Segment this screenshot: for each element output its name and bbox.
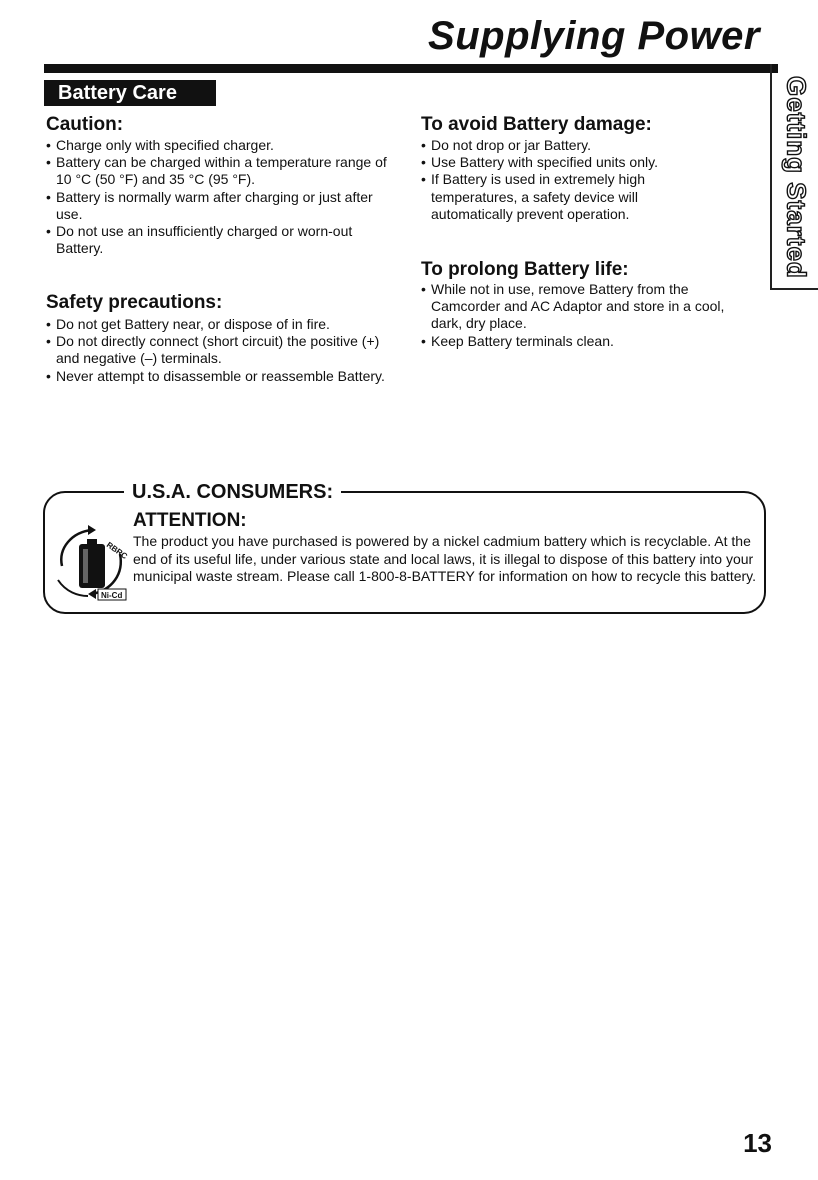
list-item: • Do not drop or jar Battery.: [421, 137, 721, 154]
attention-heading: ATTENTION:: [133, 510, 247, 531]
prolong-life-heading: To prolong Battery life:: [421, 259, 629, 280]
list-item: • Battery can be charged within a temperature range of 10 °C (50 °F) and 35 °C (95 °F).: [46, 154, 391, 188]
safety-list: [46, 316, 391, 385]
rbrc-recycle-icon: [52, 522, 130, 602]
list-item: • While not in use, remove Battery from the Camcorder and AC Adaptor and store in a cool, dark, dry place.: [421, 281, 751, 333]
list-item: • Keep Battery terminals clean.: [421, 333, 751, 350]
section-label-battery-care: Battery Care: [44, 80, 216, 106]
list-item: • Use Battery with specified units only.: [421, 154, 721, 171]
logo-rbrc-text: RBRC: [104, 540, 129, 561]
list-item: • Do not use an insufficiently charged or worn-out Battery.: [46, 223, 391, 257]
side-tab-label: Getting Started: [781, 75, 812, 279]
page-title: Supplying Power: [428, 14, 760, 58]
consumers-body-text: The product you have purchased is powered by a nickel cadmium battery which is recyclable. At the end of its useful life, under various state and local laws, it is illegal to dispose of this battery into your municipal waste stream. Please call 1-800-8-BATTERY for information on how to recycle this battery.: [133, 533, 757, 584]
list-item: • Battery is normally warm after charging or just after use.: [46, 189, 391, 223]
avoid-damage-heading: To avoid Battery damage:: [421, 114, 652, 135]
safety-heading: Safety precautions:: [46, 292, 223, 313]
list-item: • If Battery is used in extremely high temperatures, a safety device will automatically prevent operation.: [421, 171, 721, 223]
avoid-damage-list: [421, 137, 721, 223]
caution-list: [46, 137, 391, 257]
caution-heading: Caution:: [46, 114, 124, 135]
side-tab: [781, 75, 812, 279]
list-item: • Never attempt to disassemble or reassemble Battery.: [46, 368, 391, 385]
prolong-life-list: [421, 281, 751, 350]
consumers-title: U.S.A. CONSUMERS:: [124, 480, 341, 504]
list-item: • Do not get Battery near, or dispose of in fire.: [46, 316, 391, 333]
list-item: • Charge only with specified charger.: [46, 137, 391, 154]
list-item: • Do not directly connect (short circuit) the positive (+) and negative (–) terminals.: [46, 333, 391, 367]
header-rule: [44, 64, 778, 73]
logo-nicd-text: Ni-Cd: [101, 591, 123, 600]
page-number: 13: [743, 1128, 772, 1158]
